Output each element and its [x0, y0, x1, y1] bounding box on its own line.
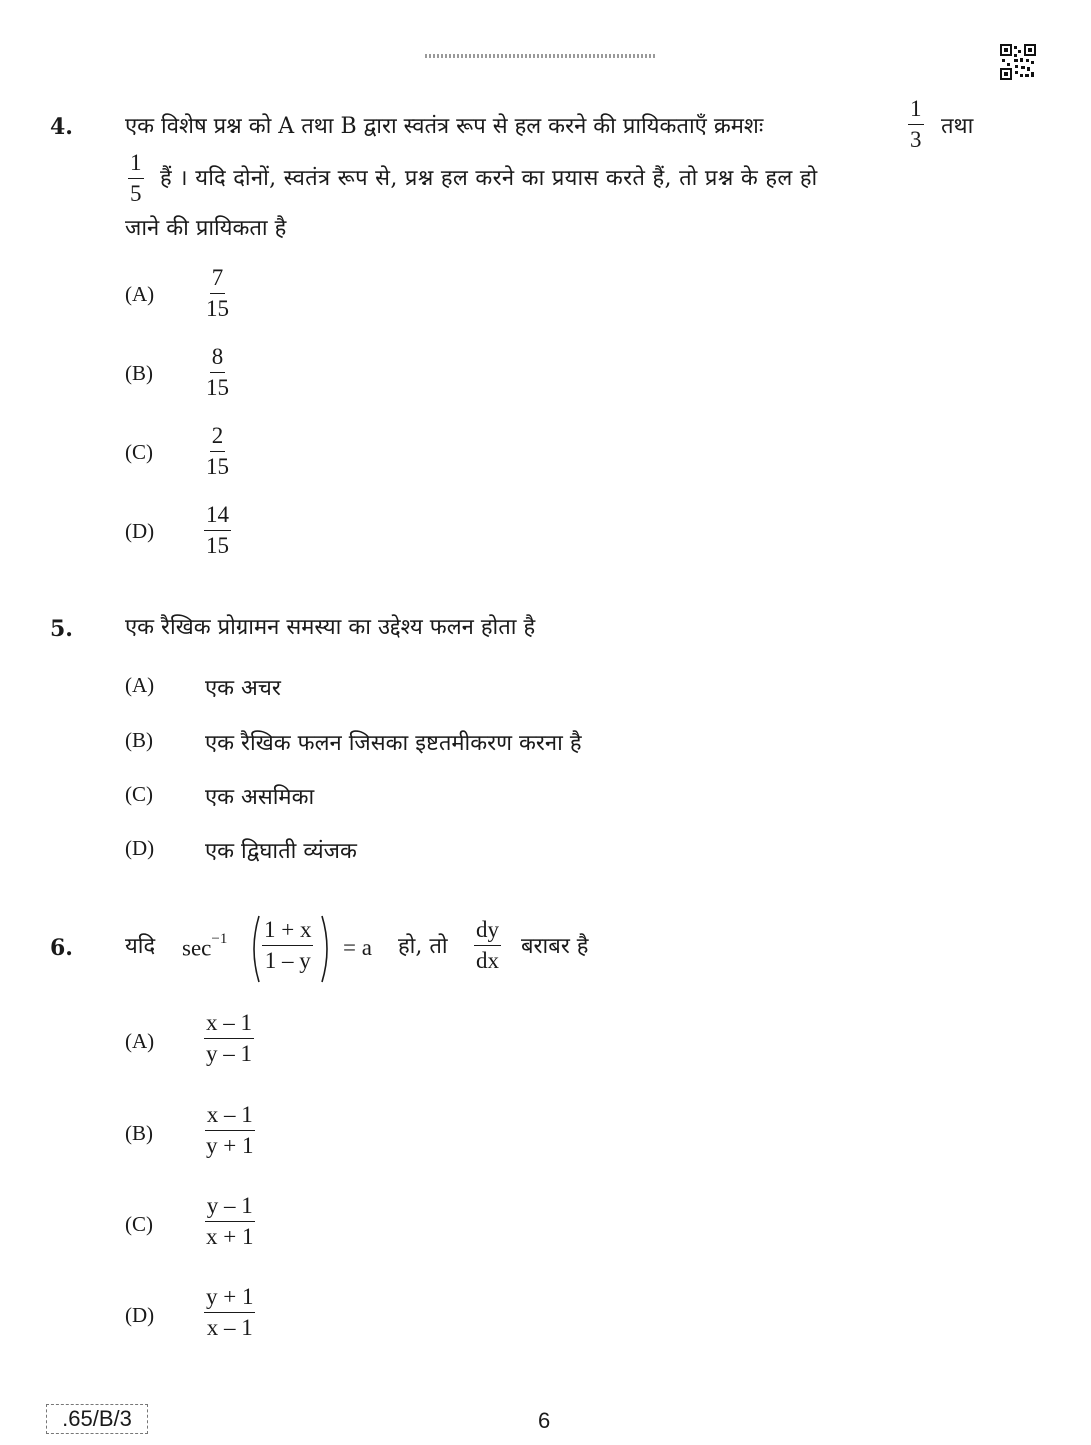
fraction-numerator: x – 1	[204, 1011, 254, 1039]
fraction-denominator: 1 – y	[264, 948, 311, 974]
option-label: (A)	[125, 282, 155, 306]
fraction-one-third	[908, 97, 924, 152]
header-watermark-strip	[425, 54, 655, 58]
option-c-fraction	[204, 1194, 255, 1249]
sec-argument-fraction	[262, 918, 313, 973]
question-6-prefix: यदि	[125, 934, 156, 959]
fraction-numerator: y – 1	[205, 1194, 255, 1222]
option-label: (D)	[125, 1303, 155, 1327]
fraction-denominator: dx	[476, 948, 499, 974]
fraction-numerator: x – 1	[205, 1103, 255, 1131]
option-c-text: एक असमिका	[205, 785, 315, 810]
option-a-fraction	[204, 266, 231, 321]
fraction-denominator: y – 1	[206, 1041, 252, 1067]
option-b-fraction	[204, 345, 231, 400]
option-a-fraction	[204, 1011, 254, 1066]
fraction-numerator: y + 1	[204, 1285, 255, 1313]
fraction-denominator: 15	[206, 375, 229, 401]
left-paren-icon	[247, 914, 261, 984]
sec-label: sec	[182, 935, 212, 961]
option-c-fraction	[204, 424, 231, 479]
option-b-fraction	[204, 1103, 255, 1158]
fraction-denominator: 15	[206, 296, 229, 322]
fraction-numerator: 1 + x	[262, 918, 313, 946]
question-5-text: एक रैखिक प्रोग्रामन समस्या का उद्देश्य फलन होता है	[125, 615, 536, 640]
option-label: (C)	[125, 440, 153, 464]
question-4-line-1	[125, 114, 763, 140]
paper-code: .65/B/3	[46, 1404, 148, 1434]
qr-code-icon	[1000, 44, 1036, 80]
equals-a: = a	[343, 935, 372, 960]
question-number-5: 5.	[50, 616, 73, 642]
fraction-denominator: x + 1	[206, 1224, 254, 1250]
question-6-middle: हो, तो	[398, 934, 448, 959]
fraction-numerator: 7	[210, 266, 226, 294]
inverse-superscript: −1	[211, 931, 228, 947]
fraction-denominator: x – 1	[206, 1315, 253, 1341]
option-d-fraction	[204, 503, 231, 558]
option-label: (C)	[125, 1212, 153, 1236]
option-label: (D)	[125, 836, 155, 860]
option-d-text: एक द्विघाती व्यंजक	[205, 839, 357, 864]
option-d-fraction	[204, 1285, 255, 1340]
question-4-line-3: जाने की प्रायिकता है	[125, 216, 287, 241]
question-4-line-2: हैं । यदि दोनों, स्वतंत्र रूप से, प्रश्न हल करने का प्रयास करते हैं, तो प्रश्न के हल हो	[160, 166, 818, 191]
right-paren-icon	[320, 914, 334, 984]
option-label: (B)	[125, 361, 153, 385]
page-number: 6	[538, 1408, 551, 1433]
question-number-6: 6.	[50, 935, 73, 961]
fraction-denominator: 15	[206, 454, 229, 480]
derivative-fraction	[474, 918, 501, 973]
option-a-text: एक अचर	[205, 676, 281, 701]
option-b-text: एक रैखिक फलन जिसका इष्टतमीकरण करना है	[205, 731, 582, 756]
option-label: (D)	[125, 519, 155, 543]
sec-function	[182, 931, 228, 962]
option-label: (B)	[125, 728, 153, 752]
fraction-numerator: 8	[210, 345, 226, 373]
question-6-suffix: बराबर है	[521, 934, 589, 959]
fraction-one-fifth	[128, 151, 144, 206]
fraction-denominator: 15	[206, 533, 229, 559]
option-label: (B)	[125, 1121, 153, 1145]
fraction-numerator: 1	[908, 97, 924, 125]
option-label: (C)	[125, 782, 153, 806]
option-label: (A)	[125, 1029, 155, 1053]
question-4-line-1-end: तथा	[941, 114, 974, 139]
fraction-denominator: 5	[130, 181, 142, 207]
fraction-numerator: 1	[128, 151, 144, 179]
question-number-4: 4.	[50, 114, 73, 140]
fraction-numerator: dy	[474, 918, 501, 946]
fraction-numerator: 2	[210, 424, 226, 452]
fraction-denominator: y + 1	[206, 1133, 254, 1159]
question-4-text-1: एक विशेष प्रश्न को A तथा B द्वारा स्वतंत्र रूप से हल करने की प्रायिकताएँ क्रमशः	[125, 114, 764, 139]
option-label: (A)	[125, 673, 155, 697]
fraction-numerator: 14	[204, 503, 231, 531]
fraction-denominator: 3	[910, 127, 922, 153]
